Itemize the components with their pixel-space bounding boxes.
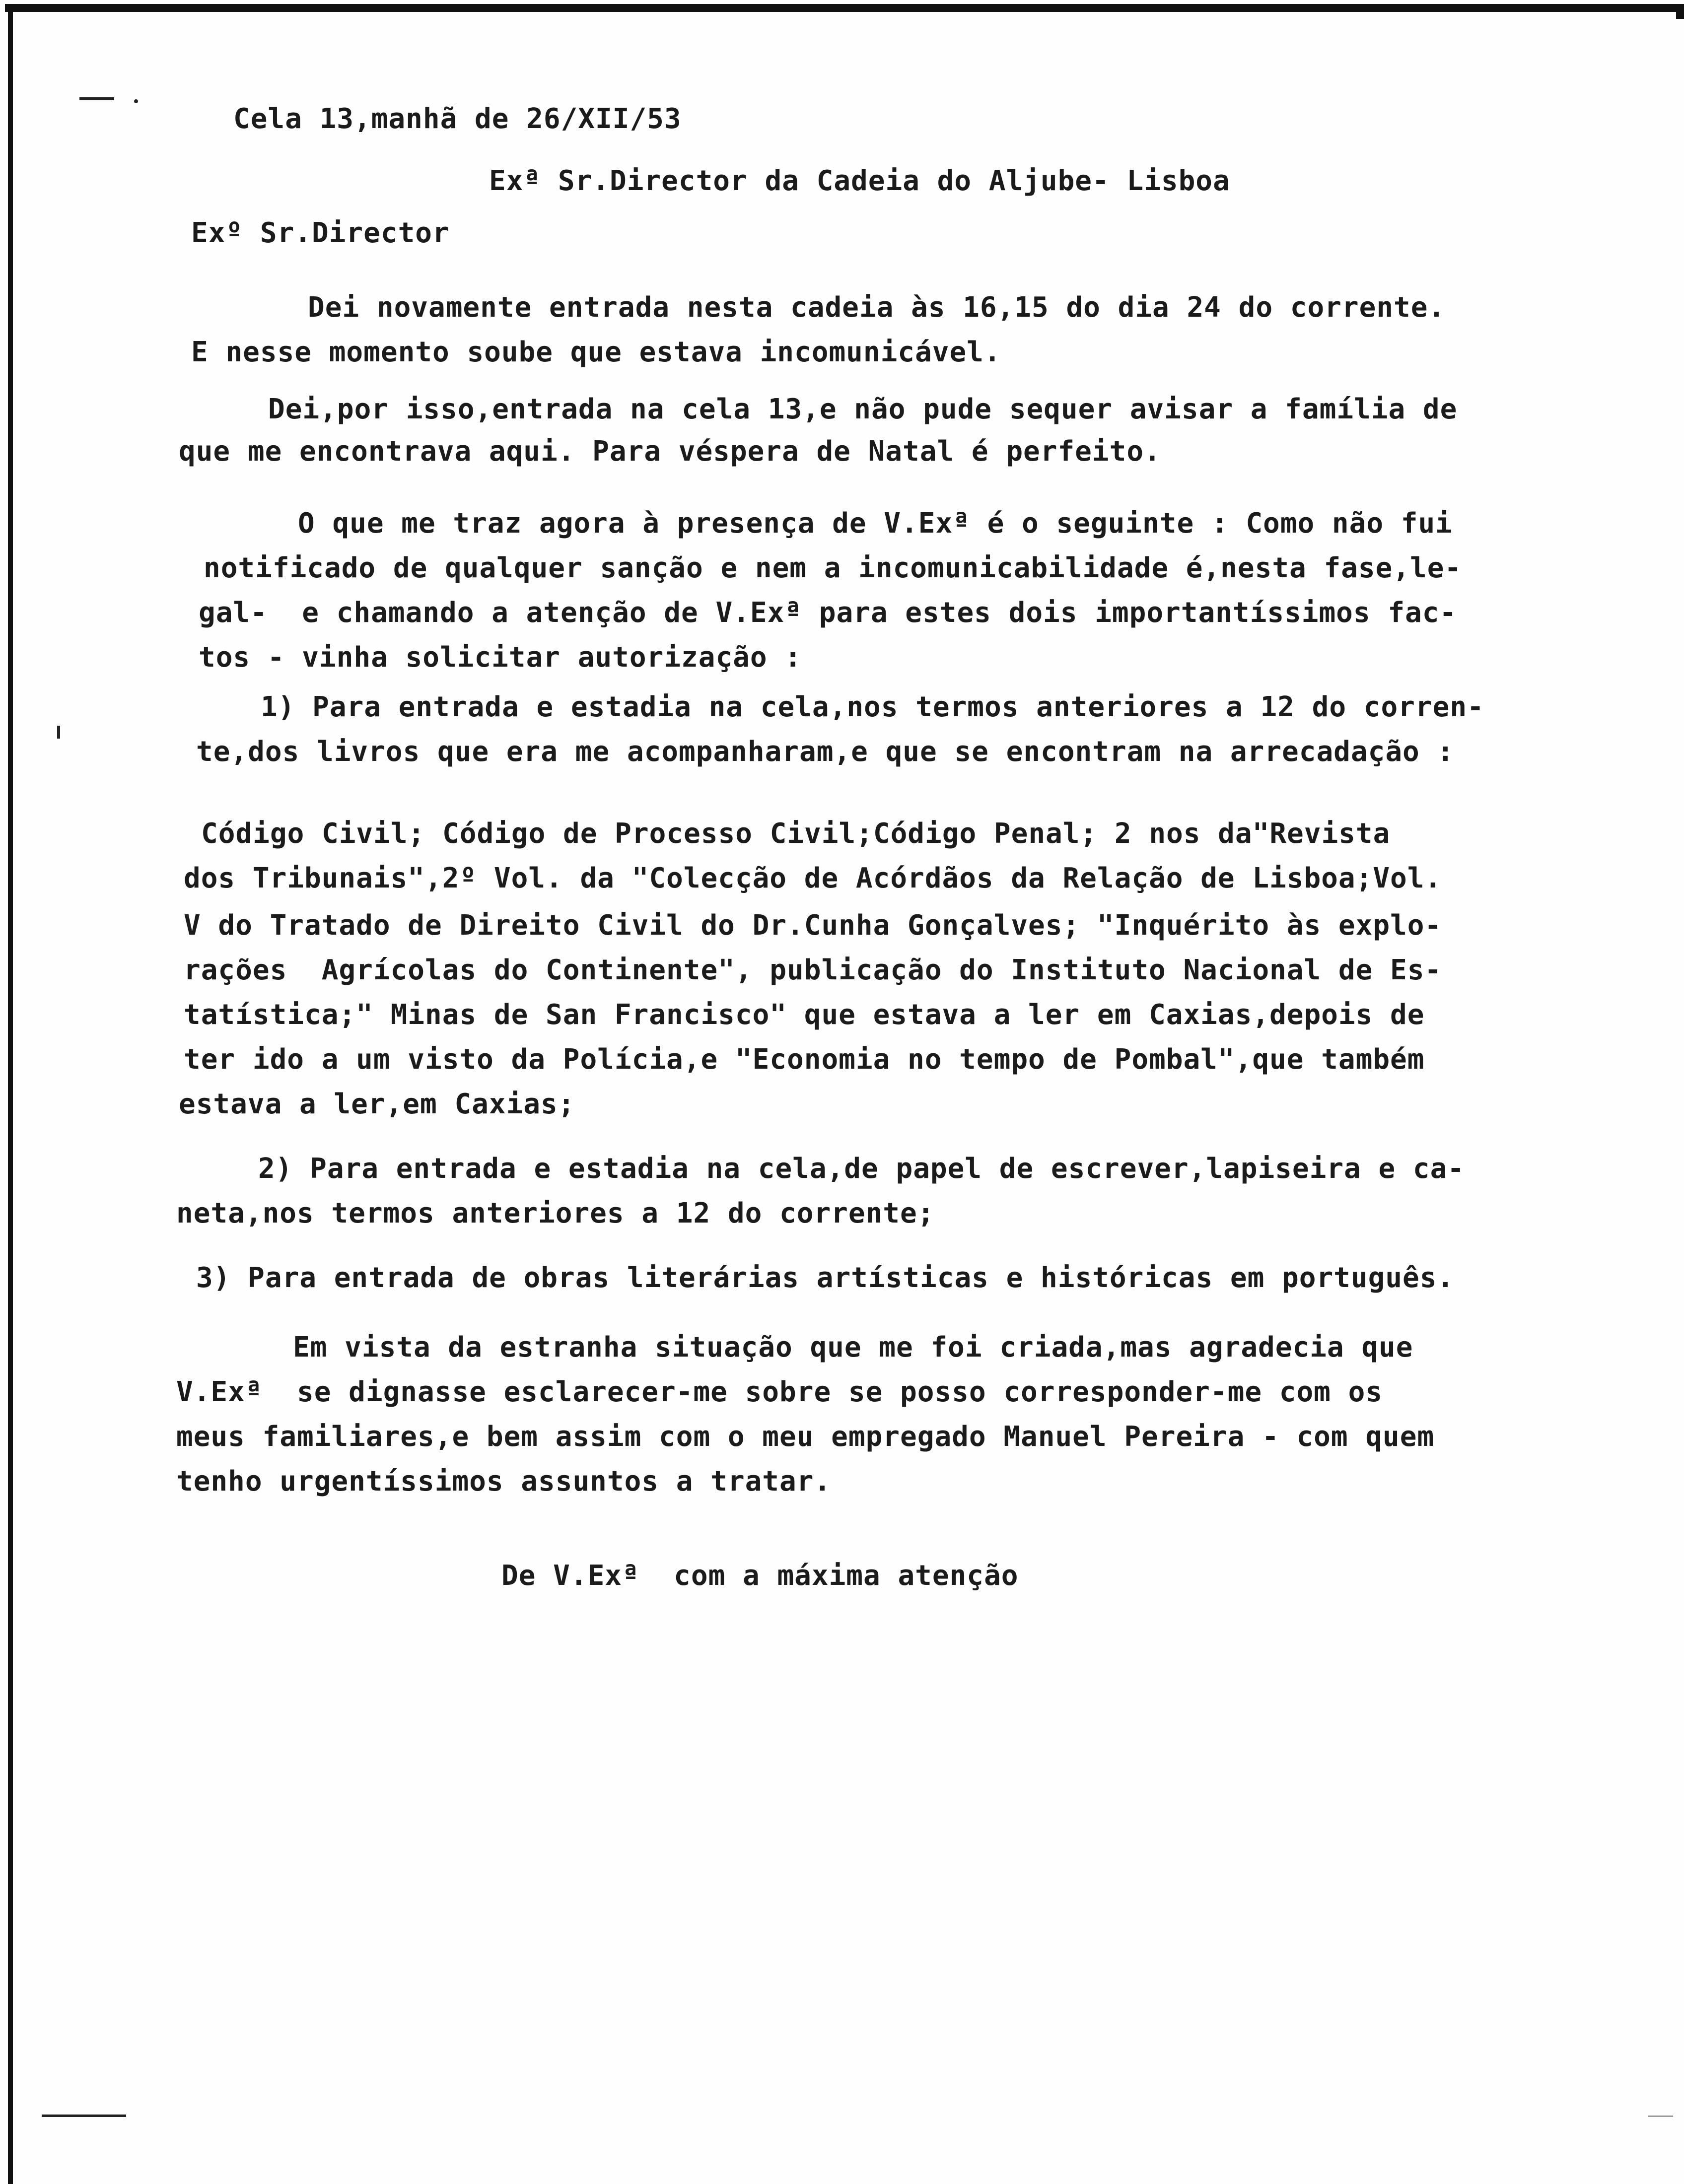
list-item-line: dos Tribunais",2º Vol. da "Colecção de Acórdãos da Relação de Lisboa;Vol. bbox=[184, 862, 1442, 894]
list-item-line: 1) Para entrada e estadia na cela,nos termos anteriores a 12 do corren- bbox=[261, 691, 1484, 723]
list-item-line: 3) Para entrada de obras literárias artísticas e históricas em português. bbox=[196, 1262, 1455, 1294]
valediction: De V.Exª com a máxima atenção bbox=[501, 1560, 1019, 1592]
list-item-line: te,dos livros que era me acompanharam,e que se encontram na arrecadação : bbox=[196, 736, 1455, 768]
closing-paragraph-line: meus familiares,e bem assim com o meu empregado Manuel Pereira - com quem bbox=[176, 1421, 1435, 1453]
paragraph-line: tos - vinha solicitar autorização : bbox=[199, 641, 802, 674]
paragraph-line: E nesse momento soube que estava incomunicável. bbox=[191, 336, 1001, 368]
list-item-line: 2) Para entrada e estadia na cela,de papel de escrever,lapiseira e ca- bbox=[258, 1153, 1465, 1185]
date-line: Cela 13,manhã de 26/XII/53 bbox=[233, 103, 682, 135]
closing-paragraph-line: V.Exª se dignasse esclarecer-me sobre se posso corresponder-me com os bbox=[176, 1376, 1383, 1408]
paragraph-line: Dei novamente entrada nesta cadeia às 16,15 do dia 24 do corrente. bbox=[308, 291, 1446, 324]
paragraph-line: que me encontrava aqui. Para véspera de Natal é perfeito. bbox=[179, 435, 1161, 468]
list-item-line: ter ido a um visto da Polícia,e "Economia no tempo de Pombal",que também bbox=[184, 1043, 1425, 1076]
paragraph-line: gal- e chamando a atenção de V.Exª para estes dois importantíssimos fac- bbox=[199, 597, 1457, 629]
salutation: Exº Sr.Director bbox=[191, 217, 450, 249]
list-item-line: estava a ler,em Caxias; bbox=[179, 1088, 575, 1120]
list-item-line: neta,nos termos anteriores a 12 do corrente; bbox=[176, 1197, 935, 1229]
list-item-line: Código Civil; Código de Processo Civil;Código Penal; 2 nos da"Revista bbox=[201, 818, 1391, 850]
addressee-line: Exª Sr.Director da Cadeia do Aljube- Lisboa bbox=[489, 165, 1230, 197]
closing-paragraph-line: tenho urgentíssimos assuntos a tratar. bbox=[176, 1465, 832, 1498]
list-item-line: V do Tratado de Direito Civil do Dr.Cunha Gonçalves; "Inquérito às explo- bbox=[184, 909, 1442, 942]
list-item-line: tatística;" Minas de San Francisco" que estava a ler em Caxias,depois de bbox=[184, 999, 1425, 1031]
paragraph-line: notificado de qualquer sanção e nem a incomunicabilidade é,nesta fase,le- bbox=[204, 552, 1462, 584]
closing-paragraph-line: Em vista da estranha situação que me foi criada,mas agradecia que bbox=[293, 1331, 1413, 1364]
paragraph-line: O que me traz agora à presença de V.Exª é o seguinte : Como não fui bbox=[298, 507, 1453, 540]
list-item-line: rações Agrícolas do Continente", publicação do Instituto Nacional de Es- bbox=[184, 954, 1442, 986]
paragraph-line: Dei,por isso,entrada na cela 13,e não pude sequer avisar a família de bbox=[268, 393, 1458, 425]
